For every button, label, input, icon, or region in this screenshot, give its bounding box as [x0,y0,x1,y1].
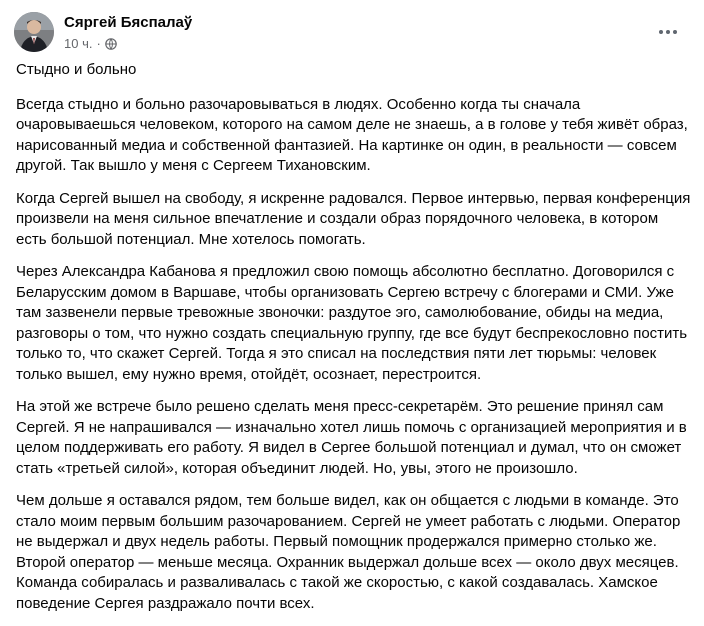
author-avatar[interactable] [14,12,54,52]
post-meta: 10 ч. · [64,36,117,51]
author-name[interactable]: Сяргей Бяспалаў [64,14,193,31]
post-paragraph: Когда Сергей вышел на свободу, я искренне радовался. Первое интервью, первая конференция произвели на меня сильное впечатление и создали образ порядочного человека, в котором есть большой потенциал. Мне хотелось помогать. [16,189,691,248]
post-paragraph: Всегда стыдно и больно разочаровываться в людях. Особенно когда ты сначала очаровываешься человеком, которого на самом деле не знаешь, а в голове у тебя живёт образ, нарисованный медиа и собственной фантазией. На картинке он один, в реальности — совсем другой. Так вышло у меня с Сергеем Тихановским. [16,95,688,174]
post-text [16,60,692,626]
globe-icon[interactable] [105,38,117,50]
post-paragraph: На этой же встрече было решено сделать меня пресс-секретарём. Это решение принял сам Сергей. Я не напрашивался — изначально хотел лишь помочь с организацией мероприятия и в целом поддерживать его работу. Я видел в Сергее большой потенциал и думал, что он сможет стать «третьей силой», которая объединит людей. Но, увы, этого не произошло. [16,398,687,477]
avatar-photo [14,12,54,52]
more-horizontal-icon [659,30,663,34]
post-paragraph: Через Александра Кабанова я предложил свою помощь абсолютно бесплатно. Договорился с Беларусским домом в Варшаве, чтобы организовать Сергею встречу с блогерами и СМИ. Уже там зазвенели первые тревожные звоночки: раздутое эго, самолюбование, обиды на медиа, разговоры о том, что нужно создать специальную группу, где все будут беспрекословно постить только то, что скажет Сергей. Тогда я это списал на последствия пяти лет тюрьмы: человек только вышел, ему нужно время, отойдёт, осознает, перестроится. [16,263,688,383]
post-title: Стыдно и больно [16,61,137,78]
post-time[interactable]: 10 ч. [64,36,93,51]
more-options-button[interactable] [654,18,682,46]
post-paragraph: Чем дольше я оставался рядом, тем больше видел, как он общается с людьми в команде. Это стало моим первым большим разочарованием. Сергей не умеет работать с людьми. Оператор не выдержал и двух недель работы. Первый помощник продержался примерно столько же. Второй оператор — меньше месяца. Охранник выдержал дольше всех — около двух месяцев. Команда собиралась и разваливалась с такой же скоростью, с какой создавалась. Хамское поведение Сергея раздражало почти всех. [16,492,681,612]
post-header [14,12,690,56]
